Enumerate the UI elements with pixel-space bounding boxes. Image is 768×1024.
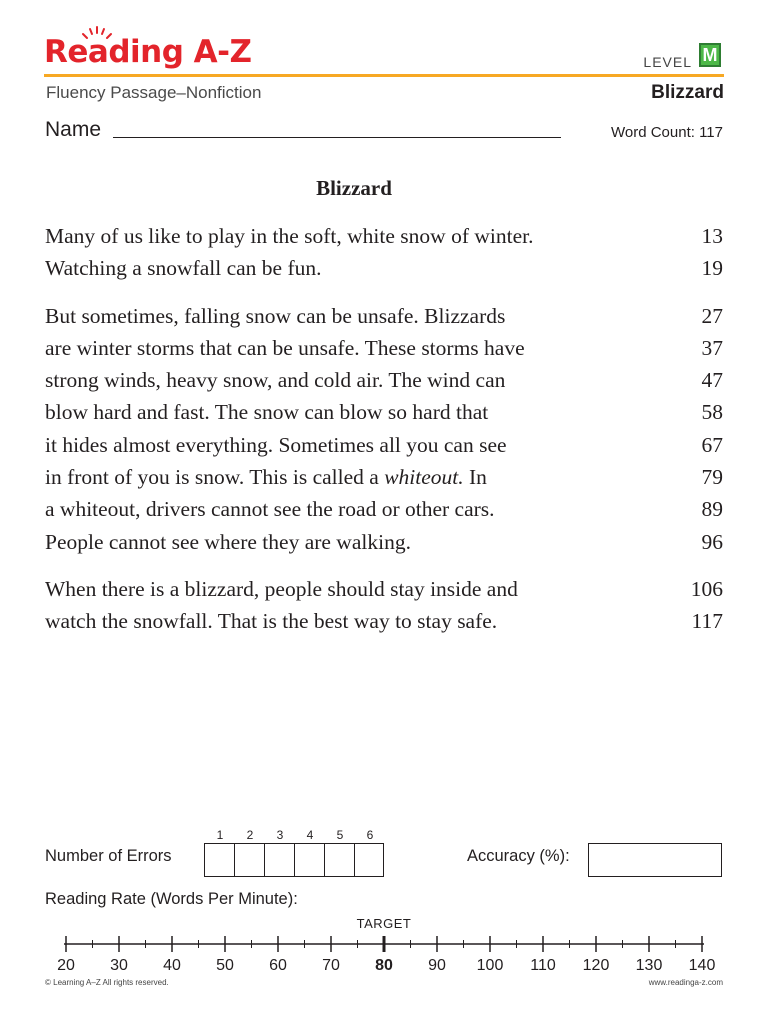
passage-line bbox=[45, 256, 723, 288]
scale-label: 100 bbox=[476, 957, 504, 974]
line-text: People cannot see where they are walking. bbox=[45, 530, 411, 554]
reading-rate-scale bbox=[0, 930, 768, 976]
errors-label: Number of Errors bbox=[45, 847, 172, 865]
level-badge: M bbox=[699, 43, 721, 67]
logo-text: Reading A-Z bbox=[44, 34, 252, 70]
running-word-count: 79 bbox=[701, 465, 723, 489]
running-word-count: 117 bbox=[691, 609, 723, 633]
word-count: Word Count: 117 bbox=[610, 124, 723, 141]
target-label: TARGET bbox=[356, 916, 412, 931]
passage-line bbox=[45, 336, 723, 368]
running-word-count: 96 bbox=[701, 530, 723, 554]
scale-label: 140 bbox=[688, 957, 716, 974]
scale-labels bbox=[57, 957, 715, 974]
passage-line bbox=[45, 224, 723, 256]
error-box[interactable] bbox=[355, 844, 383, 876]
passage-type: Fluency Passage–Nonfiction bbox=[46, 83, 262, 102]
error-number: 6 bbox=[366, 828, 374, 842]
line-text: Watching a snowfall can be fun. bbox=[45, 256, 322, 280]
line-text: blow hard and fast. The snow can blow so hard that bbox=[45, 400, 489, 424]
header-rule bbox=[44, 74, 724, 77]
error-boxes bbox=[204, 843, 384, 877]
passage-line bbox=[45, 304, 723, 336]
line-text: it hides almost everything. Sometimes all you can see bbox=[45, 433, 507, 457]
scale-label: 90 bbox=[428, 957, 446, 974]
passage-line bbox=[45, 465, 723, 497]
line-text-after: In bbox=[463, 465, 487, 489]
running-word-count: 27 bbox=[701, 304, 723, 328]
running-word-count: 89 bbox=[701, 497, 723, 521]
passage-title: Blizzard bbox=[316, 176, 392, 200]
error-box[interactable] bbox=[295, 844, 325, 876]
error-box[interactable] bbox=[235, 844, 265, 876]
passage-line bbox=[45, 577, 723, 609]
running-word-count: 47 bbox=[701, 368, 723, 392]
passage-line bbox=[45, 609, 723, 641]
accuracy-label: Accuracy (%): bbox=[467, 847, 570, 865]
line-text-before: in front of you is snow. This is called a bbox=[45, 465, 385, 489]
passage-line bbox=[45, 368, 723, 400]
error-number: 2 bbox=[246, 828, 254, 842]
error-number-row bbox=[205, 828, 385, 842]
error-number: 3 bbox=[276, 828, 284, 842]
scale-label: 110 bbox=[530, 957, 556, 974]
error-box[interactable] bbox=[265, 844, 295, 876]
passage-name: Blizzard bbox=[651, 82, 724, 103]
running-word-count: 19 bbox=[701, 256, 723, 280]
line-text: a whiteout, drivers cannot see the road or other cars. bbox=[45, 497, 495, 521]
running-word-count: 58 bbox=[701, 400, 723, 424]
line-text: watch the snowfall. That is the best way to stay safe. bbox=[45, 609, 498, 633]
level-label: LEVEL bbox=[643, 54, 692, 70]
line-text: Many of us like to play in the soft, white snow of winter. bbox=[45, 224, 534, 248]
site-url: www.readinga-z.com bbox=[648, 978, 723, 987]
passage-line bbox=[45, 433, 723, 465]
running-word-count: 67 bbox=[701, 433, 723, 457]
copyright-text: © Learning A–Z All rights reserved. bbox=[45, 978, 169, 987]
error-number: 1 bbox=[216, 828, 224, 842]
running-word-count: 37 bbox=[701, 336, 723, 360]
scale-label: 40 bbox=[163, 957, 181, 974]
running-word-count: 13 bbox=[701, 224, 723, 248]
scale-label: 130 bbox=[635, 957, 663, 974]
running-word-count: 106 bbox=[690, 577, 723, 601]
error-number: 5 bbox=[336, 828, 344, 842]
error-number: 4 bbox=[306, 828, 314, 842]
name-field-line[interactable] bbox=[113, 137, 561, 138]
reading-rate-label: Reading Rate (Words Per Minute): bbox=[45, 890, 298, 908]
line-text: strong winds, heavy snow, and cold air. The wind can bbox=[45, 368, 506, 392]
passage-line bbox=[45, 497, 723, 529]
scale-label: 20 bbox=[57, 957, 75, 974]
line-text: When there is a blizzard, people should stay inside and bbox=[45, 577, 518, 601]
vocabulary-word: whiteout. bbox=[384, 465, 464, 489]
accuracy-input-box[interactable] bbox=[588, 843, 722, 877]
passage-line bbox=[45, 400, 723, 432]
scale-label: 70 bbox=[322, 957, 340, 974]
line-text: are winter storms that can be unsafe. These storms have bbox=[45, 336, 525, 360]
line-text bbox=[45, 465, 487, 490]
error-box[interactable] bbox=[205, 844, 235, 876]
passage-line bbox=[45, 530, 723, 562]
scale-label: 120 bbox=[582, 957, 610, 974]
name-label: Name bbox=[45, 118, 102, 141]
scale-label: 60 bbox=[269, 957, 287, 974]
scale-target-value: 80 bbox=[375, 957, 393, 974]
line-text: But sometimes, falling snow can be unsafe. Blizzards bbox=[45, 304, 506, 328]
scale-label: 50 bbox=[216, 957, 234, 974]
scale-label: 30 bbox=[110, 957, 128, 974]
error-box[interactable] bbox=[325, 844, 355, 876]
